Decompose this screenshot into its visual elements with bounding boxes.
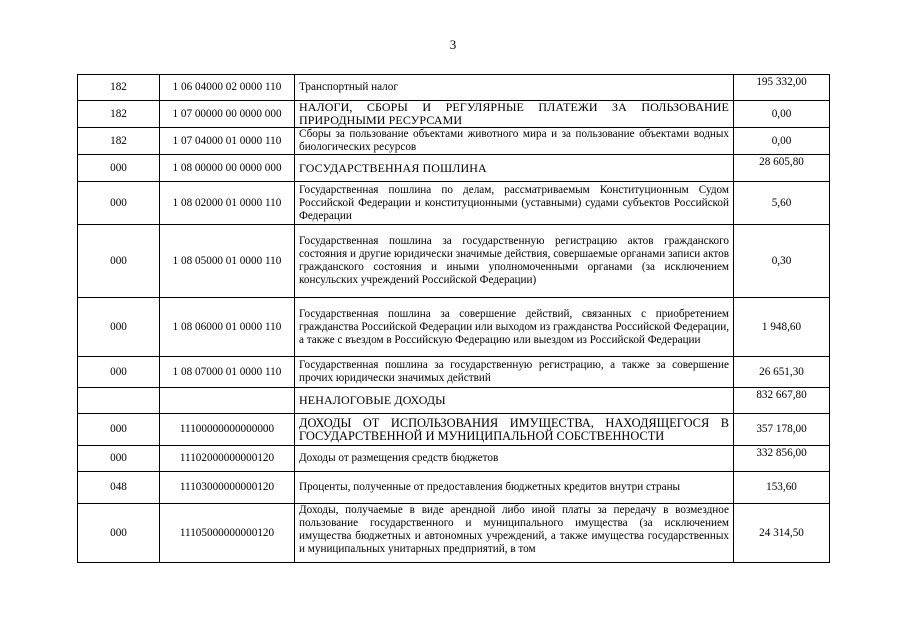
budget-code-cell: 1 08 06000 01 0000 110 — [160, 298, 295, 357]
budget-code-cell: 1 08 02000 01 0000 110 — [160, 182, 295, 225]
budget-code-cell: 11105000000000120 — [160, 504, 295, 563]
revenue-table — [77, 74, 830, 563]
revenue-name-cell: Доходы от размещения средств бюджетов — [295, 446, 734, 472]
budget-code-cell: 1 08 00000 00 0000 000 — [160, 155, 295, 182]
revenue-name-cell: НЕНАЛОГОВЫЕ ДОХОДЫ — [295, 388, 734, 414]
table-row — [78, 446, 830, 472]
amount-cell: 28 605,80 — [734, 155, 830, 182]
table-row — [78, 182, 830, 225]
table-row — [78, 155, 830, 182]
admin-code-cell: 000 — [78, 357, 160, 388]
revenue-name-cell: Транспортный налог — [295, 75, 734, 101]
page-number: 3 — [449, 37, 457, 52]
admin-code-cell: 182 — [78, 128, 160, 155]
table-row — [78, 128, 830, 155]
admin-code-cell: 000 — [78, 414, 160, 446]
revenue-name-cell: Доходы, получаемые в виде арендной либо иной платы за передачу в возмездное пользование государственного и муниципального имущества (за исключением имущества бюджетных и автономных учреждений, а также имущества государственных и муниципальных унитарных предприятий, в том — [295, 504, 734, 563]
amount-cell: 0,00 — [734, 101, 830, 128]
budget-code-cell: 1 06 04000 02 0000 110 — [160, 75, 295, 101]
amount-cell: 5,60 — [734, 182, 830, 225]
admin-code-cell: 000 — [78, 225, 160, 298]
revenue-name-cell: НАЛОГИ, СБОРЫ И РЕГУЛЯРНЫЕ ПЛАТЕЖИ ЗА ПОЛЬЗОВАНИЕ ПРИРОДНЫМИ РЕСУРСАМИ — [295, 101, 734, 128]
revenue-name-cell: Государственная пошлина за государственную регистрацию, а также за совершение прочих юридически значимых действий — [295, 357, 734, 388]
revenue-name-cell: Государственная пошлина за государственную регистрацию актов гражданского состояния и другие юридически значимые действия, совершаемые органами записи актов гражданского состояния и иными уполномоченными органами (за исключением консульских учреждений Российской Федерации) — [295, 225, 734, 298]
amount-cell: 357 178,00 — [734, 414, 830, 446]
revenue-name-cell: Сборы за пользование объектами животного мира и за пользование объектами водных биологических ресурсов — [295, 128, 734, 155]
budget-code-cell: 11100000000000000 — [160, 414, 295, 446]
amount-cell: 26 651,30 — [734, 357, 830, 388]
amount-cell: 0,30 — [734, 225, 830, 298]
table-row — [78, 101, 830, 128]
budget-code-cell: 11102000000000120 — [160, 446, 295, 472]
amount-cell: 1 948,60 — [734, 298, 830, 357]
amount-cell: 0,00 — [734, 128, 830, 155]
amount-cell: 24 314,50 — [734, 504, 830, 563]
admin-code-cell: 000 — [78, 298, 160, 357]
amount-cell: 153,60 — [734, 472, 830, 504]
table-row — [78, 504, 830, 563]
table-row — [78, 75, 830, 101]
table-row — [78, 357, 830, 388]
table-row — [78, 298, 830, 357]
amount-cell: 195 332,00 — [734, 75, 830, 101]
budget-code-cell: 1 08 07000 01 0000 110 — [160, 357, 295, 388]
table-row — [78, 225, 830, 298]
admin-code-cell — [78, 388, 160, 414]
budget-code-cell: 1 08 05000 01 0000 110 — [160, 225, 295, 298]
admin-code-cell: 182 — [78, 75, 160, 101]
budget-code-cell — [160, 388, 295, 414]
budget-code-cell: 11103000000000120 — [160, 472, 295, 504]
revenue-name-cell: ГОСУДАРСТВЕННАЯ ПОШЛИНА — [295, 155, 734, 182]
admin-code-cell: 048 — [78, 472, 160, 504]
amount-cell: 832 667,80 — [734, 388, 830, 414]
admin-code-cell: 000 — [78, 446, 160, 472]
table-row — [78, 388, 830, 414]
admin-code-cell: 182 — [78, 101, 160, 128]
admin-code-cell: 000 — [78, 155, 160, 182]
budget-code-cell: 1 07 00000 00 0000 000 — [160, 101, 295, 128]
admin-code-cell: 000 — [78, 182, 160, 225]
revenue-name-cell: ДОХОДЫ ОТ ИСПОЛЬЗОВАНИЯ ИМУЩЕСТВА, НАХОДЯЩЕГОСЯ В ГОСУДАРСТВЕННОЙ И МУНИЦИПАЛЬНОЙ СОБСТВЕННОСТИ — [295, 414, 734, 446]
budget-code-cell: 1 07 04000 01 0000 110 — [160, 128, 295, 155]
table-row — [78, 472, 830, 504]
table-row — [78, 414, 830, 446]
revenue-name-cell: Государственная пошлина за совершение действий, связанных с приобретением гражданства Российской Федерации или выходом из гражданства Российской Федерации, а также с въездом в Российскую Федерацию или выездом из Российской Федерации — [295, 298, 734, 357]
amount-cell: 332 856,00 — [734, 446, 830, 472]
admin-code-cell: 000 — [78, 504, 160, 563]
revenue-name-cell: Проценты, полученные от предоставления бюджетных кредитов внутри страны — [295, 472, 734, 504]
revenue-name-cell: Государственная пошлина по делам, рассматриваемым Конституционным Судом Российской Федерации и конституционными (уставными) судами субъектов Российской Федерации — [295, 182, 734, 225]
revenue-table-body — [78, 75, 830, 563]
